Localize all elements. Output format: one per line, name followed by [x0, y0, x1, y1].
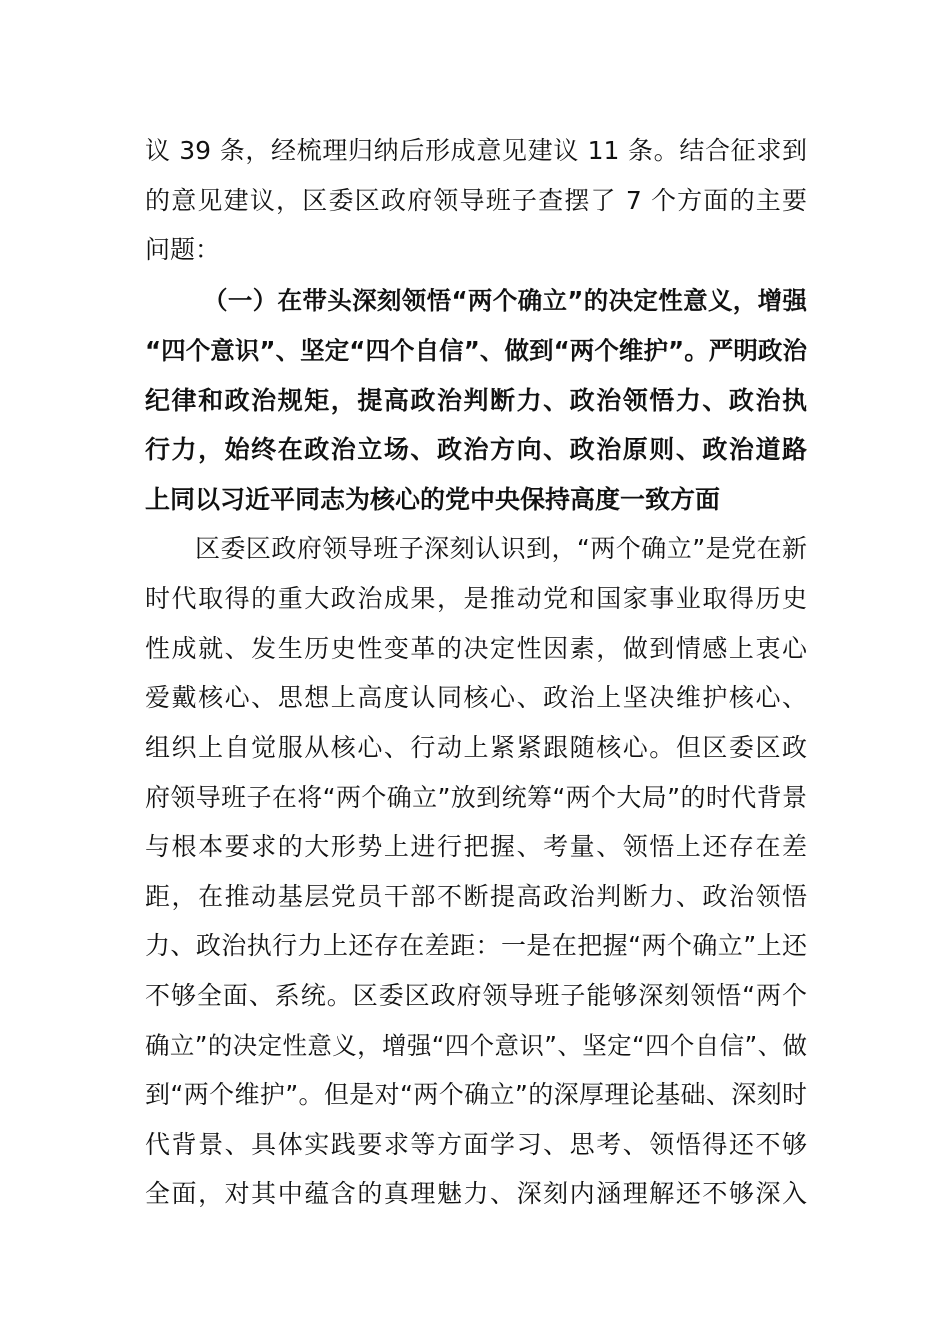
body-line: 性成就、发生历史性变革的决定性因素，做到情感上衷心 [145, 634, 807, 663]
body-line: 确立”的决定性意义，增强“四个意识”、坚定“四个自信”、做 [145, 1031, 807, 1060]
body-line: 代背景、具体实践要求等方面学习、思考、领悟得还不够 [145, 1130, 807, 1159]
body-line: 到“两个维护”。但是对“两个确立”的深厚理论基础、深刻时 [145, 1080, 807, 1109]
section-heading-line: （一）在带头深刻领悟“两个确立”的决定性意义，增强 [203, 286, 807, 315]
intro-line: 的意见建议，区委区政府领导班子查摆了 7 个方面的主要 [145, 186, 807, 215]
section-heading-line: 上同以习近平同志为核心的党中央保持高度一致方面 [145, 485, 721, 514]
body-line: 全面，对其中蕴含的真理魅力、深刻内涵理解还不够深入 [145, 1179, 807, 1208]
body-line: 距，在推动基层党员干部不断提高政治判断力、政治领悟 [145, 882, 807, 911]
body-line: 组织上自觉服从核心、行动上紧紧跟随核心。但区委区政 [145, 733, 807, 762]
section-heading-line: “四个意识”、坚定“四个自信”、做到“两个维护”。严明政治 [145, 336, 807, 365]
intro-line: 问题： [145, 235, 221, 264]
intro-line: 议 39 条，经梳理归纳后形成意见建议 11 条。结合征求到 [145, 136, 807, 165]
body-line: 力、政治执行力上还存在差距：一是在把握“两个确立”上还 [145, 931, 807, 960]
section-heading-line: 纪律和政治规矩，提高政治判断力、政治领悟力、政治执 [145, 386, 807, 415]
body-line: 不够全面、系统。区委区政府领导班子能够深刻领悟“两个 [145, 981, 807, 1010]
body-line: 爱戴核心、思想上高度认同核心、政治上坚决维护核心、 [145, 683, 807, 712]
section-heading-line: 行力，始终在政治立场、政治方向、政治原则、政治道路 [145, 435, 807, 464]
body-line: 区委区政府领导班子深刻认识到，“两个确立”是党在新 [195, 534, 807, 563]
body-line: 与根本要求的大形势上进行把握、考量、领悟上还存在差 [145, 832, 807, 861]
body-line: 时代取得的重大政治成果，是推动党和国家事业取得历史 [145, 584, 807, 613]
body-line: 府领导班子在将“两个确立”放到统筹“两个大局”的时代背景 [145, 783, 807, 812]
